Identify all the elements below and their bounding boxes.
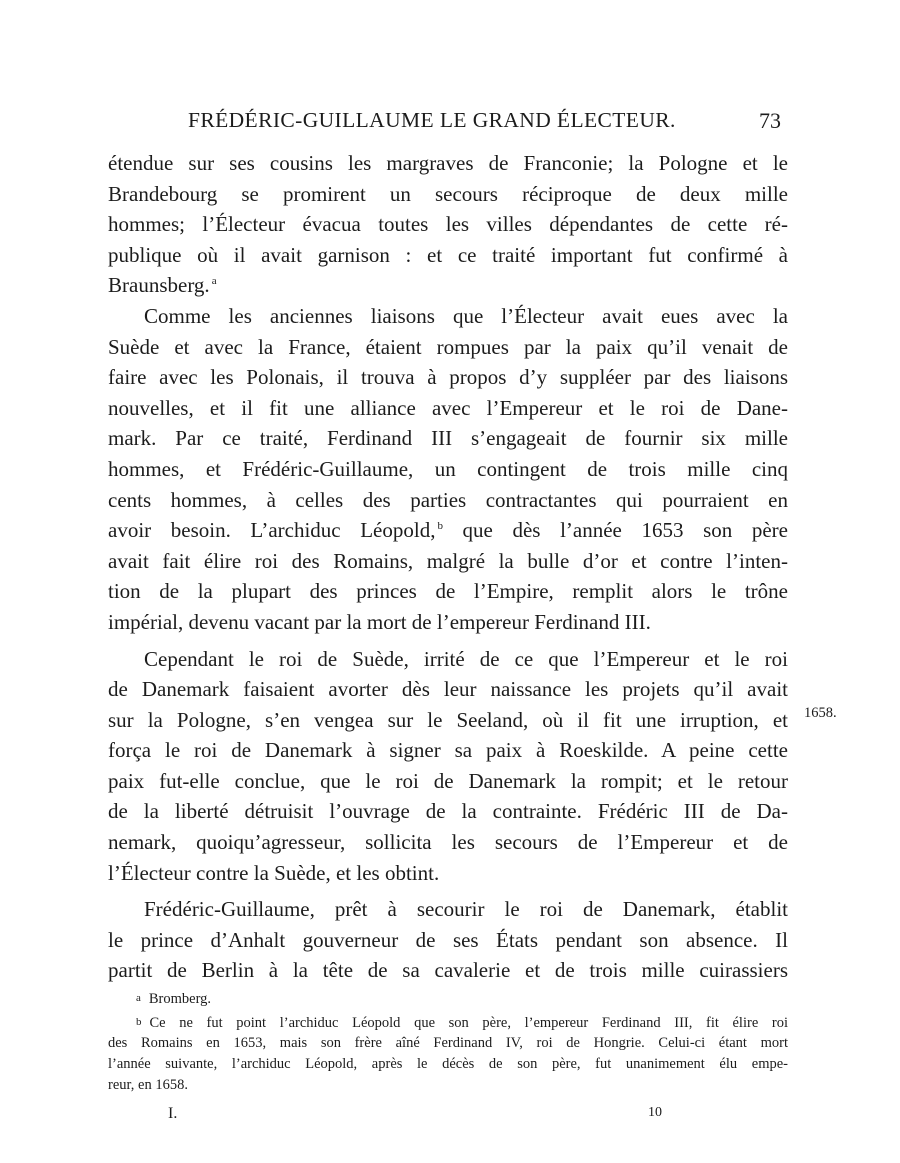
text-line: força le roi de Danemark à signer sa paix à Roeskilde. A peine cette [108, 738, 788, 763]
text-line: cents hommes, à celles des parties contractantes qui pourraient en [108, 487, 788, 512]
text-line: Suède et avec la France, étaient rompues par la paix qu’il venait de [108, 334, 788, 359]
text-line: sur la Pologne, s’en vengea sur le Seeland, où il fit une irruption, et [108, 707, 788, 732]
paragraph-2 [108, 301, 788, 638]
text-line: étendue sur ses cousins les margraves de Franconie; la Pologne et le [108, 151, 788, 175]
text-line: Brandebourg se promirent un secours réciproque de deux mille [108, 181, 788, 206]
footnote-marker: a [136, 992, 141, 1004]
footnote-marker: b [136, 1016, 142, 1028]
text-fragment: Braunsberg. [108, 273, 210, 298]
folio-mark: 10 [648, 1105, 662, 1120]
text-line: Frédéric-Guillaume, prêt à secourir le roi de Danemark, établit [144, 897, 788, 922]
text-line: hommes, et Frédéric-Guillaume, un contingent de trois mille cinq [108, 456, 788, 481]
footnote-text: Bromberg. [148, 991, 212, 1007]
paragraph-3 [108, 644, 788, 889]
text-line: l’Électeur contre la Suède, et les obtint. [108, 860, 440, 885]
text-line: impérial, devenu vacant par la mort de l’empereur Ferdinand III. [108, 609, 651, 634]
text-line: paix fut-elle conclue, que le roi de Danemark la rompit; et le retour [108, 768, 788, 793]
running-title: FRÉDÉRIC-GUILLAUME LE GRAND ÉLECTEUR. [188, 108, 676, 132]
footnotes [108, 988, 788, 1096]
page-number: 73 [759, 108, 781, 133]
text-line: le prince d’Anhalt gouverneur de ses États pendant son absence. Il [108, 927, 788, 952]
footnote-b [108, 1012, 788, 1096]
body-text [108, 148, 788, 986]
text-line: nouvelles, et il fit une alliance avec l’Empereur et le roi de Dane- [108, 395, 788, 420]
footnote-text: Ce ne fut point l’archiduc Léopold que son père, l’empereur Ferdinand III, fit élire roi [149, 1015, 788, 1031]
paragraph-1 [108, 148, 788, 301]
margin-date-note: 1658. [804, 705, 837, 721]
text-fragment: avoir besoin. L’archiduc Léopold, [108, 518, 436, 543]
text-line: nemark, quoiqu’agresseur, sollicita les secours de l’Empereur et de [108, 830, 788, 855]
text-line: Comme les anciennes liaisons que l’Électeur avait eues avec la [144, 303, 788, 328]
text-line: publique où il avait garnison : et ce traité important fut confirmé à [108, 242, 788, 267]
footnote-line [108, 988, 788, 1009]
text-line: de la liberté détruisit l’ouvrage de la contrainte. Frédéric III de Da- [108, 799, 788, 824]
footnote-line: des Romains en 1653, mais son frère aîné Ferdinand IV, roi de Hongrie. Celui-ci étant mort [108, 1035, 788, 1051]
footnote-a [108, 988, 788, 1009]
text-line: tion de la plupart des princes de l’Empire, remplit alors le trône [108, 579, 788, 604]
paragraph-4 [108, 894, 788, 986]
signature-mark: I. [168, 1105, 178, 1122]
text-line [108, 270, 788, 301]
text-line: avait fait élire roi des Romains, malgré la bulle d’or et contre l’inten- [108, 548, 788, 573]
text-line: hommes; l’Électeur évacua toutes les villes dépendantes de cette ré- [108, 212, 788, 237]
text-line: mark. Par ce traité, Ferdinand III s’engageait de fournir six mille [108, 426, 788, 451]
footnote-ref-a[interactable]: a [211, 275, 217, 288]
footnote-line: l’année suivante, l’archiduc Léopold, après le décès de son père, fut unanimement élu empe- [108, 1056, 788, 1072]
text-line: partit de Berlin à la tête de sa cavalerie et de trois mille cuirassiers [108, 958, 788, 983]
text-fragment: que dès l’année 1653 son père [442, 518, 788, 543]
text-line: Cependant le roi de Suède, irrité de ce que l’Empereur et le roi [144, 646, 788, 671]
footnote-line: reur, en 1658. [108, 1077, 188, 1093]
footnote-line [108, 1012, 788, 1033]
text-line: faire avec les Polonais, il trouva à propos d’y suppléer par des liaisons [108, 365, 788, 390]
text-line [108, 515, 788, 546]
text-line: de Danemark faisaient avorter dès leur naissance les projets qu’il avait [108, 677, 788, 702]
running-head [0, 108, 900, 138]
footnote-ref-b[interactable]: b [437, 520, 443, 533]
